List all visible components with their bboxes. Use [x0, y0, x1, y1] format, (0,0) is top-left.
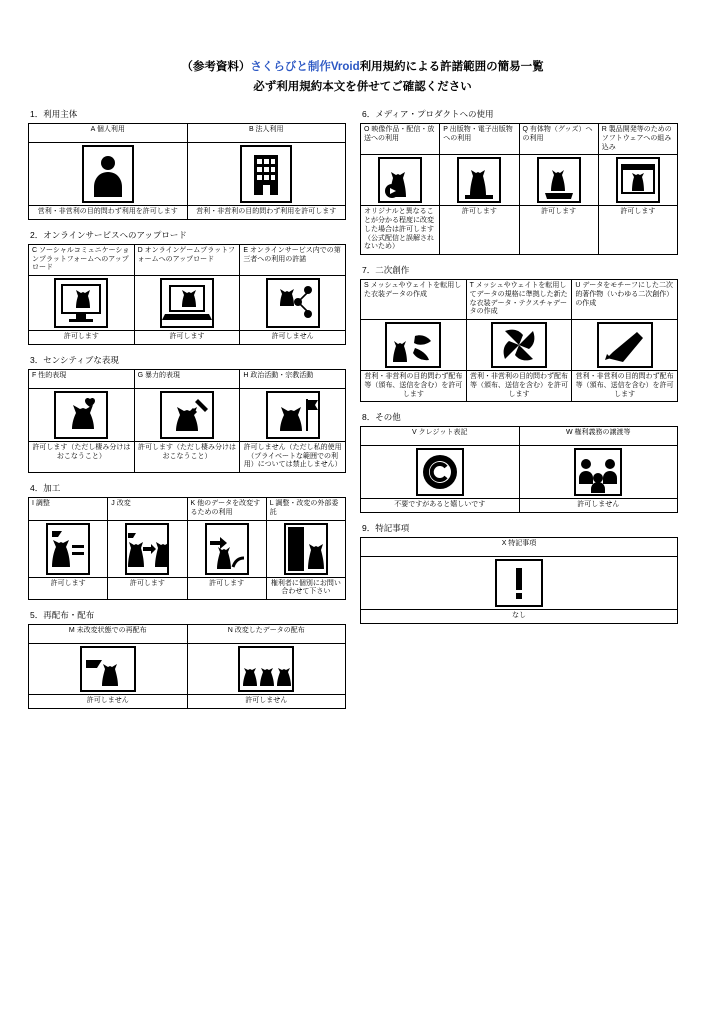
cat-heart-icon: [29, 388, 135, 441]
brush-icon: [572, 320, 678, 371]
content-columns: [0, 94, 725, 718]
cell-header-A: A 個人利用: [29, 124, 188, 143]
cat-modified-distribute-icon: [187, 644, 346, 695]
section-6-table: [360, 123, 678, 255]
section-7-table: [360, 279, 678, 402]
cell-note-P: 許可します: [440, 206, 519, 255]
section-5-heading: 5．再配布・配布: [30, 610, 95, 620]
cat-flag-icon: [240, 388, 346, 441]
section-3: [28, 354, 346, 473]
cat-mesh-icon: [361, 320, 467, 371]
cell-note-N: 許可しません: [187, 695, 346, 709]
section-1-table: [28, 123, 346, 220]
cat-software-icon: [598, 155, 677, 206]
cell-note-Q: 許可します: [519, 206, 598, 255]
section-9-table: [360, 537, 678, 624]
cat-outsource-icon: [266, 520, 345, 577]
cell-note-F: 許可します（ただし棲み分けはおこなうこと）: [29, 441, 135, 472]
section-4-heading: 4．加工: [30, 483, 61, 493]
cell-header-Q: Q 有体物（グッズ）への利用: [519, 124, 598, 155]
cat-texture-icon: [466, 320, 572, 371]
cell-note-O: オリジナルと異なることが分かる程度に改変した場合は許可します（公式配信と誤解されないため）: [361, 206, 440, 255]
section-4-table: [28, 497, 346, 600]
cat-laptop-icon: [134, 276, 240, 331]
section-2-table: [28, 244, 346, 345]
cell-header-N: N 改変したデータの配布: [187, 625, 346, 644]
section-1-heading: 1．利用主体: [30, 109, 78, 119]
cell-note-R: 許可します: [598, 206, 677, 255]
cell-note-G: 許可します（ただし棲み分けはおこなうこと）: [134, 441, 240, 472]
section-7: [360, 264, 678, 402]
transfer-icon: [519, 446, 678, 499]
section-1: [28, 108, 346, 220]
section-8-heading: 8．その他: [362, 412, 401, 423]
cell-note-J: 許可します: [108, 577, 187, 600]
cat-arrow-cat-icon: [108, 520, 187, 577]
cell-header-U: U データをモチーフにした二次的著作物（いわゆる二次創作）の作成: [572, 280, 678, 320]
cell-header-C: C ソーシャルコミュニケーションプラットフォームへのアップロード: [29, 244, 135, 275]
title-suffix: 利用規約による許諾範囲の簡易一覧: [359, 61, 544, 73]
cat-arrow-other-icon: [187, 520, 266, 577]
cell-note-E: 許可しません: [240, 331, 346, 345]
cell-header-W: W 権利義務の譲渡等: [519, 427, 678, 446]
cell-note-U: 営利・非営利の目的問わず配布等（頒布、送信を含む）を許可します: [572, 371, 678, 402]
section-2-heading: 2．オンラインサービスへのアップロード: [30, 229, 187, 240]
section-9-heading: 9．特記事項: [362, 523, 410, 533]
cell-header-V: V クレジット表記: [361, 427, 520, 446]
cell-header-M: M 未改変状態での再配布: [29, 625, 188, 644]
share-cat-icon: [240, 276, 346, 331]
section-7-heading: 7．二次創作: [362, 265, 410, 275]
cell-note-H: 許可しません（ただし私的使用（プライベートな範囲での利用）については禁止しません）: [240, 441, 346, 472]
cell-note-B: 営利・非営利の目的問わず利用を許可します: [187, 206, 346, 220]
cell-note-C: 許可します: [29, 331, 135, 345]
section-8-table: [360, 426, 678, 513]
title-subline: 必ず利用規約本文を併せてご確認ください: [253, 81, 472, 93]
cell-header-G: G 暴力的表現: [134, 369, 240, 388]
cell-note-M: 許可しません: [29, 695, 188, 709]
cell-header-S: S メッシュやウェイトを転用した衣装データの作成: [361, 280, 467, 320]
cell-note-L: 権利者に個別にお問い合わせて下さい: [266, 577, 345, 600]
section-4: [28, 482, 346, 600]
page-title: [0, 0, 725, 94]
cat-redistribute-icon: [29, 644, 188, 695]
cell-header-P: P 出版物・電子出版物への利用: [440, 124, 519, 155]
cat-book-icon: [440, 155, 519, 206]
section-3-table: [28, 369, 346, 473]
cat-play-icon: [361, 155, 440, 206]
cell-note-V: 不要ですがあると嬉しいです: [361, 499, 520, 513]
section-8: [360, 411, 678, 513]
section-6: [360, 108, 678, 255]
title-brand: さくらびと制作Vroid: [250, 61, 360, 73]
cell-note-K: 許可します: [187, 577, 266, 600]
cat-equal-icon: [29, 520, 108, 577]
cell-header-X: X 特記事項: [361, 538, 678, 557]
section-9: [360, 522, 678, 624]
cell-note-A: 営利・非営利の目的問わず利用を許可します: [29, 206, 188, 220]
cell-header-K: K 他のデータを改変するための利用: [187, 498, 266, 521]
cell-note-I: 許可します: [29, 577, 108, 600]
cell-header-T: T メッシュやウェイトを転用してデータの規格に準拠した新たな衣装データ・テクスチャデータの作成: [466, 280, 572, 320]
cell-header-I: I 調整: [29, 498, 108, 521]
right-column: [360, 108, 678, 633]
cell-header-J: J 改変: [108, 498, 187, 521]
cell-header-H: H 政治活動・宗教活動: [240, 369, 346, 388]
cell-note-T: 営利・非営利の目的問わず配布等（頒布、送信を含む）を許可します: [466, 371, 572, 402]
cell-header-D: D オンラインゲームプラットフォームへのアップロード: [134, 244, 240, 275]
person-icon: [29, 143, 188, 206]
cell-header-O: O 映像作品・配信・放送への利用: [361, 124, 440, 155]
cat-monitor-icon: [29, 276, 135, 331]
left-column: [28, 108, 346, 718]
exclamation-icon: [361, 557, 678, 610]
cell-note-X: なし: [361, 610, 678, 624]
copyright-icon: [361, 446, 520, 499]
cell-header-R: R 製品開発等のためのソフトウェアへの組み込み: [598, 124, 677, 155]
cell-header-E: E オンラインサービス内での第三者への利用の許諾: [240, 244, 346, 275]
section-2: [28, 229, 346, 345]
section-6-heading: 6．メディア・プロダクトへの使用: [362, 109, 494, 119]
cat-weapon-icon: [134, 388, 240, 441]
cell-note-D: 許可します: [134, 331, 240, 345]
cell-note-S: 営利・非営利の目的問わず配布等（頒布、送信を含む）を許可します: [361, 371, 467, 402]
cell-header-L: L 調整・改変の外部委託: [266, 498, 345, 521]
section-3-heading: 3．センシティブな表現: [30, 354, 119, 365]
title-prefix: （参考資料）: [181, 61, 251, 73]
section-5-table: [28, 624, 346, 709]
cat-goods-icon: [519, 155, 598, 206]
cell-header-B: B 法人利用: [187, 124, 346, 143]
section-5: [28, 609, 346, 709]
cell-header-F: F 性的表現: [29, 369, 135, 388]
cell-note-W: 許可しません: [519, 499, 678, 513]
building-icon: [187, 143, 346, 206]
